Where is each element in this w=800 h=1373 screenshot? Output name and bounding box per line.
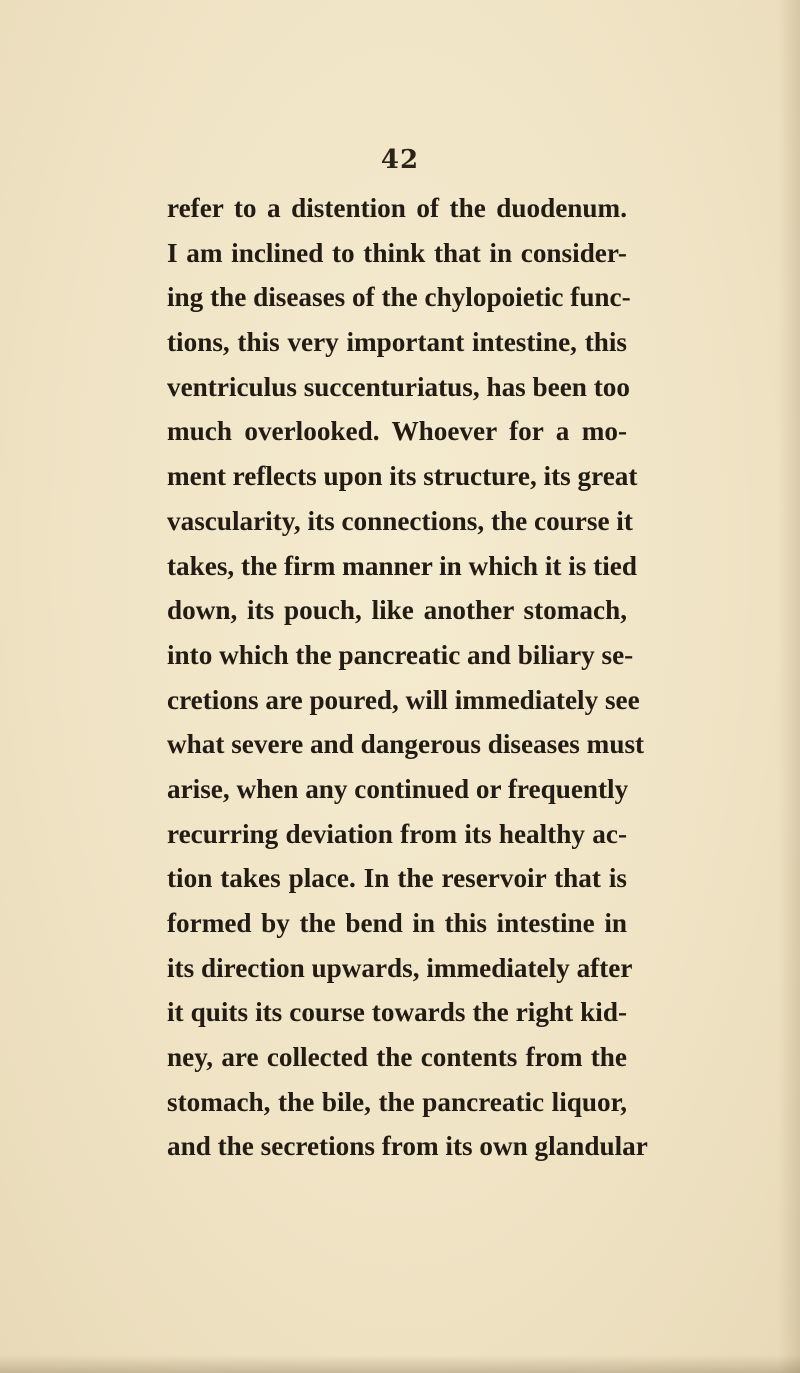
page-number: 42 — [380, 145, 420, 175]
text-line: ney, are collected the contents from the — [167, 1042, 627, 1073]
page-bottom-shadow — [0, 1355, 800, 1373]
body-text — [167, 186, 648, 1169]
text-line: ing the diseases of the chylopoietic func- — [167, 282, 631, 313]
text-line: I am inclined to think that in consider- — [167, 237, 627, 268]
text-line: much overlooked. Whoever for a mo- — [167, 416, 627, 447]
text-line: cretions are poured, will immediately see — [167, 684, 640, 715]
text-line: recurring deviation from its healthy ac- — [167, 818, 627, 849]
text-line: what severe and dangerous diseases must — [167, 729, 645, 760]
text-line: refer to a distention of the duodenum. — [167, 193, 627, 223]
text-line: vascularity, its connections, the course it — [167, 505, 633, 536]
text-line: formed by the bend in this intestine in — [167, 908, 627, 938]
text-line: stomach, the bile, the pancreatic liquor, — [167, 1086, 627, 1117]
text-line: arise, when any continued or frequently — [167, 773, 629, 804]
text-line: its direction upwards, immediately after — [167, 952, 633, 983]
page-edge-shadow — [778, 0, 800, 1373]
text-line: and the secretions from its own glandular — [167, 1131, 648, 1162]
text-line: ventriculus succenturiatus, has been too — [167, 371, 630, 402]
text-line: tions, this very important intestine, this — [167, 327, 627, 358]
text-line: takes, the firm manner in which it is tied — [167, 550, 637, 581]
text-line: down, its pouch, like another stomach, — [167, 595, 627, 626]
text-line: into which the pancreatic and biliary se- — [167, 639, 634, 670]
text-line: tion takes place. In the reservoir that is — [167, 863, 627, 894]
text-line: ment reflects upon its structure, its great — [167, 461, 638, 492]
text-line: it quits its course towards the right kid- — [167, 997, 627, 1028]
